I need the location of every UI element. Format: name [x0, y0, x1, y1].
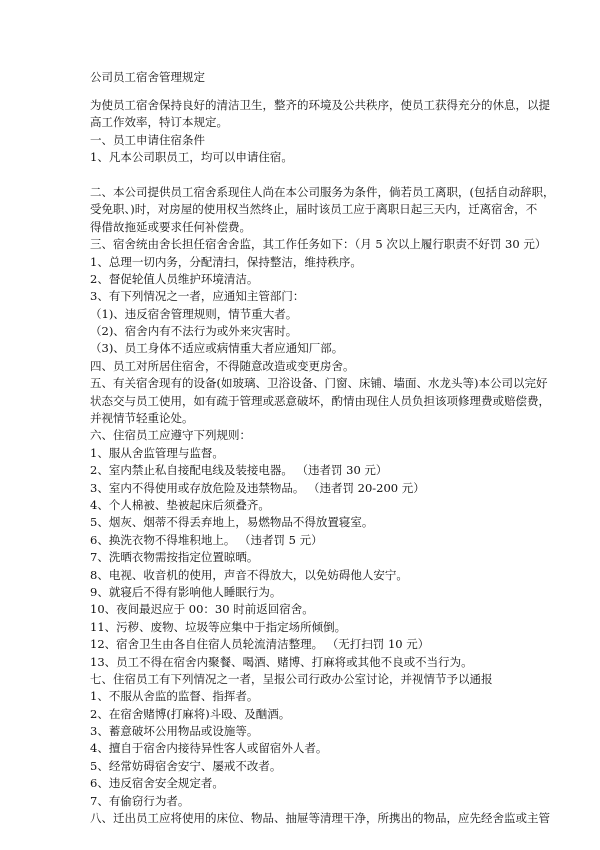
text-line: 得借故拖延或要求任何补偿费。 [90, 219, 251, 234]
text-line: 9、就寝后不得有影响他人睡眠行为。 [90, 584, 282, 599]
text-line: 5、烟灰、烟蒂不得丢弃地上，易燃物品不得放置寝室。 [90, 515, 374, 530]
text-line: 8、电视、收音机的使用，声音不得放大，以免妨碍他人安宁。 [90, 567, 408, 582]
text-line: 状态交与员工使用，如有疏于管理或恶意破坏，酌情由现住人员负担该项修理费或赔偿费， [90, 393, 550, 408]
text-line: 并视情节轻重论处。 [90, 411, 194, 426]
text-line: 10、夜间最迟应于 00：30 时前返回宿舍。 [90, 602, 314, 617]
text-line: （1)、违反宿舍管理规则，情节重大者。 [90, 306, 298, 321]
text-line: 2、室内禁止私自接配电线及装接电器。 （违者罚 30 元） [90, 463, 388, 478]
text-line: 1、总理一切内务，分配清扫，保持整洁，维持秩序。 [90, 254, 362, 269]
text-line: 1、凡本公司职员工，均可以申请住宿。 [90, 150, 293, 165]
text-line: 受免职、)时，对房屋的使用权当然终止，届时该员工应于离职日起三天内，迁离宿舍，不 [90, 202, 538, 217]
text-line: 7、洗晒衣物需按指定位置晾晒。 [90, 550, 259, 565]
text-line: 3、室内不得使用或存放危险及违禁物品。 （违者罚 20-200 元） [90, 480, 425, 495]
text-line: 六、住宿员工应遵守下列规则： [90, 428, 251, 443]
document-title: 公司员工宿舍管理规定 [90, 70, 205, 84]
text-line: 七、住宿员工有下列情况之一者，呈报公司行政办公室讨论，并视情节予以通报 [90, 671, 493, 686]
text-line: 1、服从舍监管理与监督。 [90, 445, 224, 460]
text-line: 6、换洗衣物不得堆积地上。 （违者罚 5 元） [90, 532, 323, 547]
text-line: 3、蓄意破坏公用物品或设施等。 [90, 724, 259, 739]
text-line: 三、宿舍统由舍长担任宿舍舍监，其工作任务如下：（月 5 次以上履行职责不好罚 30 元） [90, 237, 547, 252]
text-line: 13、员工不得在宿舍内聚餐、喝酒、赌博、打麻将或其他不良或不当行为。 [90, 654, 473, 669]
text-line: 5、经常妨碍宿舍安宁、屡戒不改者。 [90, 758, 282, 773]
text-line: 4、擅自于宿舍内接待异性客人或留宿外人者。 [90, 741, 328, 756]
text-line: 二、本公司提供员工宿舍系现住人尚在本公司服务为条件，倘若员工离职，(包括自动辞职， [90, 184, 555, 199]
text-line: 1、不服从舍监的监督、指挥者。 [90, 689, 259, 704]
text-line: 2、在宿舍赌博(打麻将)斗殴、及酗酒。 [90, 706, 291, 721]
text-line: 八、迁出员工应将使用的床位、物品、抽屉等清理干净，所携出的物品，应先经舍监或主管 [90, 811, 550, 826]
blank-line [90, 167, 520, 184]
text-line: 12、宿舍卫生由各自住宿人员轮流清洁整理。 （无打扫罚 10 元） [90, 637, 430, 652]
text-line: （3)、员工身体不适应或病情重大者应通知厂部。 [90, 341, 344, 356]
text-line: 11、污秽、废物、垃圾等应集中于指定场所倾倒。 [90, 619, 347, 634]
text-line: （2)、宿舍内有不法行为或外来灾害时。 [90, 324, 298, 339]
document-body [90, 97, 555, 827]
text-line: 五、有关宿舍现有的设备(如玻璃、卫浴设备、门窗、床铺、墙面、水龙头等)本公司以完好 [90, 376, 548, 391]
text-line: 高工作效率，特订本规定。 [90, 115, 228, 130]
text-line: 7、有偷窃行为者。 [90, 793, 190, 808]
text-line: 为使员工宿舍保持良好的清洁卫生，整齐的环境及公共秩序，使员工获得充分的休息，以提 [90, 98, 550, 112]
text-line: 2、督促轮值人员维护环境清洁。 [90, 271, 259, 286]
text-line: 四、员工对所居住宿舍，不得随意改造或变更房舍。 [90, 358, 355, 373]
text-line: 3、有下列情况之一者，应通知主管部门： [90, 289, 305, 304]
text-line: 一、员工申请住宿条件 [90, 132, 205, 147]
text-line: 4、个人棉被、垫被起床后须叠齐。 [90, 497, 270, 512]
text-line: 6、违反宿舍安全规定者。 [90, 776, 224, 791]
